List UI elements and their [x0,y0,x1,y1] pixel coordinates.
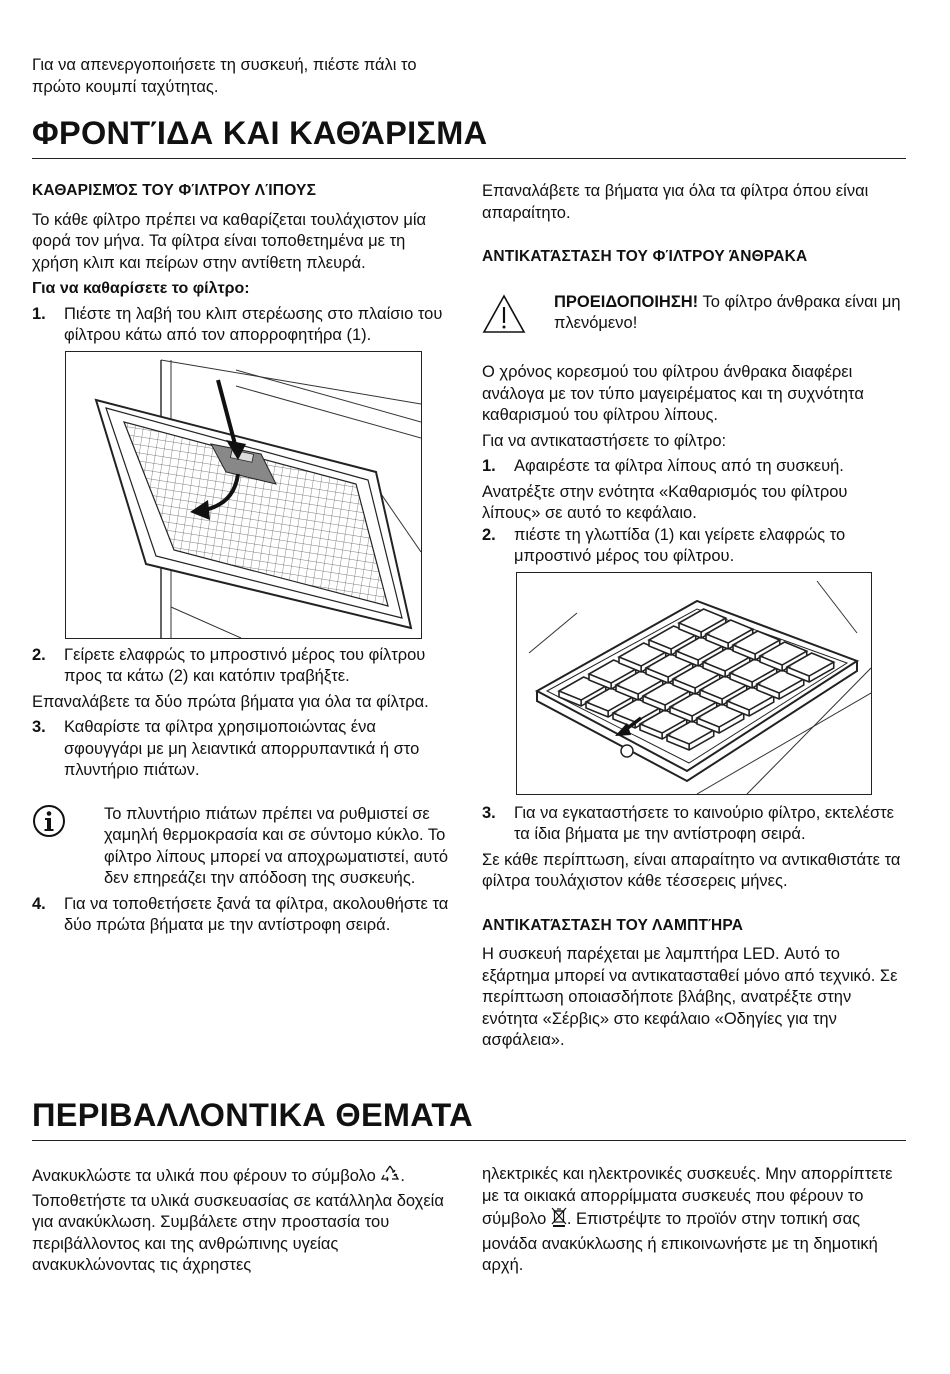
step-number: 2. [32,645,46,664]
crossed-bin-icon [551,1207,567,1234]
step-number: 4. [32,894,46,913]
section-rule [32,1140,906,1141]
grease-step-2 [32,645,450,688]
grease-filter-heading: ΚΑΘΑΡΙΣΜΌΣ ΤΟΥ ΦΊΛΤΡΟΥ ΛΊΠΟΥΣ [32,182,317,199]
grease-repeat-text: Επαναλάβετε τα δύο πρώτα βήματα για όλα τα φίλτρα. [32,692,429,711]
env-left-text-b: . Τοποθετήστε τα υλικά συσκευασίας σε κατάλληλα δοχεία για ανακύκλωση. Συμβάλετε στην προστασία του περιβάλλοντος και της ανθρώπινης υγείας ανακυκλώνοντας τις άχρηστες [32,1167,444,1274]
right-column [482,181,906,1056]
recycle-icon [380,1164,400,1191]
step-text: Αφαιρέστε τα φίλτρα λίπους από τη συσκευή. [514,457,844,475]
step-number: 1. [482,457,496,475]
repeat-all-filters-text: Επαναλάβετε τα βήματα για όλα τα φίλτρα όπου είναι απαραίτητο. [482,182,869,222]
step-text: Πιέστε τη λαβή του κλιπ στερέωσης στο πλαίσιο του φίλτρου κάτω από τον απορροφητήρα (1). [64,304,443,344]
step-text: Για να τοποθετήσετε ξανά τα φίλτρα, ακολουθήστε τα δύο πρώτα βήματα με την αντίστροφη σειρά. [64,894,449,934]
env-right-text-a: ηλεκτρικές και ηλεκτρονικές συσκευές. Μην απορρίπτετε με τα οικιακά απορρίμματα συσκευές που φέρουν το σύμβολο [482,1165,893,1228]
grease-subhead: Για να καθαρίσετε το φίλτρο: [32,280,250,297]
warning-text [554,292,906,335]
section-rule [32,158,906,159]
left-column [32,180,450,941]
grease-filter-illustration [66,352,421,638]
lamp-para: Η συσκευή παρέχεται με λαμπτήρα LED. Αυτό το εξάρτημα μπορεί να αντικατασταθεί μόνο από τεχνικό. Σε περίπτωση οποιασδήποτε βλάβης, ανατρέξτε στην ενότητα «Σέρβις» στο κεφάλαιο «Οδηγίες για την ασφάλεια». [482,945,898,1049]
carbon-filter-heading: ΑΝΤΙΚΑΤΆΣΤΑΣΗ ΤΟΥ ΦΊΛΤΡΟΥ ΆΝΘΡΑΚΑ [482,248,808,265]
carbon-step-2 [482,525,906,568]
step-number: 3. [482,803,496,822]
info-note [32,804,450,890]
warning-note [482,292,906,341]
carbon-filter-illustration [517,573,871,794]
carbon-filter-para: Ο χρόνος κορεσμού του φίλτρου άνθρακα διαφέρει ανάλογα με τον τύπο μαγειρέματος και τη συχνότητα καθαρισμού του φίλτρου λίπους. [482,363,864,424]
lamp-heading: ΑΝΤΙΚΑΤΆΣΤΑΣΗ ΤΟΥ ΛΑΜΠΤΉΡΑ [482,916,744,934]
info-note-text: Το πλυντήριο πιάτων πρέπει να ρυθμιστεί σε χαμηλή θερμοκρασία και σε σύντομο κύκλο. Το φίλτρο λίπους μπορεί να αποχρωματιστεί, αυτό δεν επηρεάζει την απόδοση της συσκευής. [104,804,449,887]
info-icon [32,804,104,845]
env-right-text [482,1164,906,1277]
step-text: Καθαρίστε τα φίλτρα χρησιμοποιώντας ένα σφουγγάρι με μη λειαντικά απορρυπαντικά ή στο πλυντήριο πιάτων. [64,718,420,779]
warning-body: Το φίλτρο άνθρακα είναι μη πλενόμενο! [554,292,901,332]
step-text: πιέστε τη γλωττίδα (1) και γείρετε ελαφρώς το μπροστινό μέρος του φίλτρου. [514,525,846,565]
carbon-replace-interval-text: Σε κάθε περίπτωση, είναι απαραίτητο να αντικαθιστάτε τα φίλτρα τουλάχιστον κάθε τέσσερεις μήνες. [482,850,901,890]
carbon-step-3 [482,803,906,846]
grease-filter-figure [65,351,422,639]
warning-triangle-icon [482,292,554,341]
env-right-column [482,1164,906,1277]
grease-step-1 [32,304,450,347]
carbon-refer-text: Ανατρέξτε στην ενότητα «Καθαρισμός του φίλτρου λίπους» σε αυτό το κεφάλαιο. [482,482,848,522]
grease-step-3 [32,717,450,782]
carbon-step-1 [482,456,906,478]
section-title-care: ΦΡΟΝΤΊΔΑ ΚΑΙ ΚΑΘΆΡΙΣΜΑ [32,115,488,151]
step-number: 2. [482,525,496,544]
step-number: 3. [32,718,46,736]
carbon-subhead: Για να αντικαταστήσετε το φίλτρο: [482,431,727,450]
step-number: 1. [32,304,46,323]
step-text: Γείρετε ελαφρώς το μπροστινό μέρος του φίλτρου προς τα κάτω (2) και κατόπιν τραβήξτε. [64,645,426,685]
warning-label: ΠΡΟΕΙΔΟΠΟΙΗΣΗ! [554,292,699,311]
grease-filter-para: Το κάθε φίλτρο πρέπει να καθαρίζεται τουλάχιστον μία φορά τον μήνα. Τα φίλτρα είναι τοποθετημένα με τη χρήση κλιπ και πείρων στην αντίθετη πλευρά. [32,210,427,272]
env-left-column [32,1164,456,1277]
env-left-text [32,1164,456,1277]
grease-step-4 [32,894,450,937]
carbon-filter-figure [516,572,872,795]
intro-text: Για να απενεργοποιήσετε τη συσκευή, πιέστε πάλι το πρώτο κουμπί ταχύτητας. [32,56,417,96]
env-left-text-a: Ανακυκλώστε τα υλικά που φέρουν το σύμβολο [32,1167,381,1185]
env-right-text-b: . Επιστρέψτε το προϊόν στην τοπική σας μονάδα ανακύκλωσης ή επικοινωνήστε με τη δημοτική αρχή. [482,1210,878,1274]
step-text: Για να εγκαταστήσετε το καινούριο φίλτρο, εκτελέστε τα ίδια βήματα με την αντίστροφη σειρά. [514,803,894,843]
section-title-environment: ΠΕΡΙΒΑΛΛΟΝΤΙΚΑ ΘΕΜΑΤΑ [32,1097,473,1133]
